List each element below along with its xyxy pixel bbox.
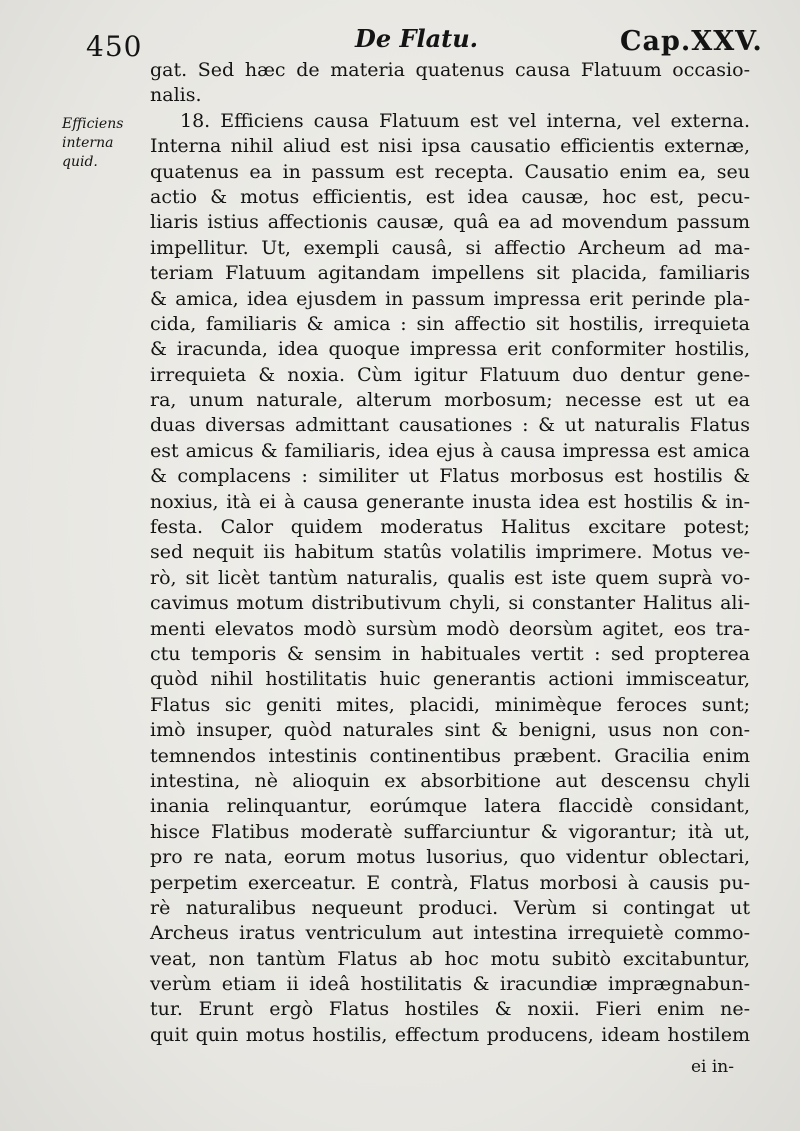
text-line: Archeus iratus ventriculum aut intestina irrequietè commo-	[150, 922, 750, 945]
chapter-heading: Cap.XXV.	[620, 26, 763, 57]
text-line: ctu temporis & sensim in habituales vertit : sed propterea	[150, 642, 750, 665]
text-line: menti elevatos modò sursùm modò deorsùm agitet, eos tra-	[150, 617, 750, 640]
page-header	[0, 20, 800, 63]
text-line: impellitur. Ut, exempli causâ, si affectio Archeum ad ma-	[150, 236, 750, 259]
page-number: 450	[86, 30, 143, 63]
text-line: & complacens : similiter ut Flatus morbosus est hostilis &	[150, 465, 750, 488]
text-line: perpetim exerceatur. E contrà, Flatus morbosi à causis pu-	[150, 871, 750, 894]
marginal-note-line: Efficiens	[62, 116, 124, 132]
text-line: imò insuper, quòd naturales sint & benigni, usus non con-	[150, 719, 750, 742]
text-line: rè naturalibus nequeunt produci. Verùm si contingat ut	[150, 896, 750, 919]
text-line: hisce Flatibus moderatè suffarciuntur & vigorantur; ità ut,	[150, 820, 750, 843]
text-line: liaris istius affectionis causæ, quâ ea ad movendum passum	[150, 211, 750, 234]
text-line: & amica, idea ejusdem in passum impressa erit perinde pla-	[150, 287, 750, 310]
text-line: gat. Sed hæc de materia quatenus causa Flatuum occasio-	[150, 59, 750, 81]
text-line: Interna nihil aliud est nisi ipsa causatio efficientis externæ,	[150, 135, 750, 158]
text-line: pro re nata, eorum motus lusorius, quo videntur oblectari,	[150, 846, 750, 869]
text-line: actio & motus efficientis, est idea causæ, hoc est, pecu-	[150, 185, 750, 208]
text-line: tur. Erunt ergò Flatus hostiles & noxii. Fieri enim ne-	[150, 998, 750, 1021]
text-line: veat, non tantùm Flatus ab hoc motu subitò excitabuntur,	[150, 947, 750, 970]
text-line: ra, unum naturale, alterum morbosum; necesse est ut ea	[150, 389, 750, 412]
text-line: sed nequit iis habitum statûs volatilis imprimere. Motus ve-	[150, 541, 750, 564]
text-line: cida, familiaris & amica : sin affectio sit hostilis, irrequieta	[150, 312, 750, 335]
running-title: De Flatu.	[355, 24, 479, 53]
text-line: quatenus ea in passum est recepta. Causatio enim ea, seu	[150, 160, 750, 183]
text-line: est amicus & familiaris, idea ejus à causa impressa est amica	[150, 439, 750, 462]
text-line: noxius, ità ei à causa generante inusta idea est hostilis & in-	[150, 490, 750, 513]
text-line: festa. Calor quidem moderatus Halitus excitare potest;	[150, 516, 750, 539]
text-line: quit quin motus hostilis, effectum producens, ideam hostilem	[150, 1023, 750, 1046]
text-line: irrequieta & noxia. Cùm igitur Flatuum duo dentur gene-	[150, 363, 750, 386]
text-line: Flatus sic geniti mites, placidi, minimèque feroces sunt;	[150, 693, 750, 716]
text-line: & iracunda, idea quoque impressa erit conformiter hostilis,	[150, 338, 750, 361]
text-line: inania relinquantur, eorúmque latera flaccidè considant,	[150, 795, 750, 818]
marginal-note-line: interna	[62, 135, 114, 151]
text-line: nalis.	[150, 84, 202, 107]
text-line: quòd nihil hostilitatis huic generantis actioni immisceatur,	[150, 668, 750, 691]
marginal-note	[62, 115, 142, 172]
text-line: temnendos intestinis continentibus præbent. Gracilia enim	[150, 744, 750, 767]
catchword: ei in-	[690, 1057, 734, 1077]
body-text	[150, 58, 750, 1048]
text-line: verùm etiam ii ideâ hostilitatis & iracundiæ imprægnabun-	[150, 973, 750, 996]
text-line: 18. Efficiens causa Flatuum est vel interna, vel externa.	[180, 109, 750, 132]
text-line: teriam Flatuum agitandam impellens sit placida, familiaris	[150, 262, 750, 285]
marginal-note-line: quid.	[62, 154, 98, 170]
text-line: rò, sit licèt tantùm naturalis, qualis est iste quem suprà vo-	[150, 566, 750, 589]
text-line: duas diversas admittant causationes : & ut naturalis Flatus	[150, 414, 750, 437]
text-line: intestina, nè alioquin ex absorbitione aut descensu chyli	[150, 769, 750, 792]
text-line: cavimus motum distributivum chyli, si constanter Halitus ali-	[150, 592, 750, 615]
